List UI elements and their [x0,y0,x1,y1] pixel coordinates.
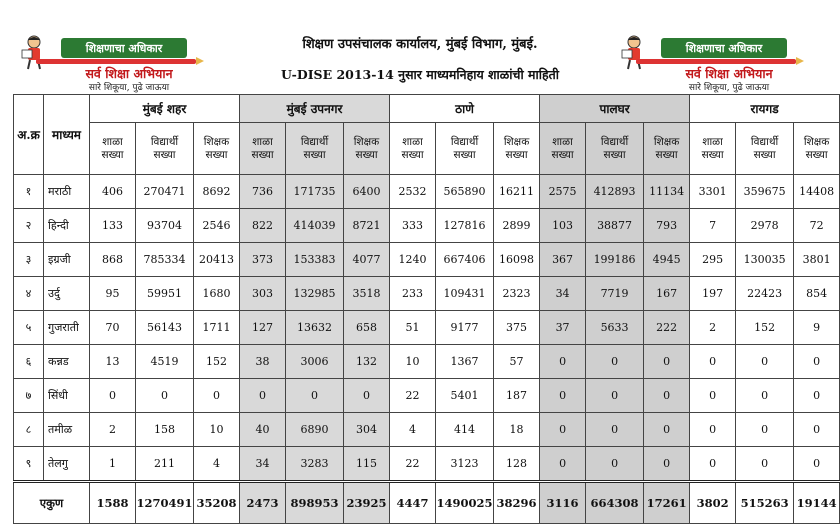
value-cell: 412893 [586,175,644,209]
value-cell: 2546 [194,209,240,243]
value-cell: 158 [136,413,194,447]
value-cell: 0 [644,379,690,413]
table-row [14,209,840,243]
value-cell: 103 [540,209,586,243]
value-cell: 0 [286,379,344,413]
value-cell: 13 [90,345,136,379]
district-header-thane: ठाणे [390,95,540,123]
total-value-cell: 1270491 [136,482,194,524]
subheader-student-count [586,123,644,175]
value-cell: 127816 [436,209,494,243]
value-cell: 0 [194,379,240,413]
value-cell: 10 [390,345,436,379]
serial-cell: ६ [14,345,44,379]
ssa-mission-text: सर्व शिक्षा अभियान [85,66,173,81]
reading-child-icon [620,34,648,70]
pencil-icon [36,59,196,64]
value-cell: 40 [240,413,286,447]
subheader-line: सख्या [701,148,724,161]
value-cell: 3123 [436,447,494,482]
subheader-student-count [736,123,794,175]
value-cell: 128 [494,447,540,482]
value-cell: 6400 [344,175,390,209]
district-header-mumbai-city: मुंबई शहर [90,95,240,123]
value-cell: 127 [240,311,286,345]
value-cell: 5401 [436,379,494,413]
value-cell: 18 [494,413,540,447]
total-value-cell: 38296 [494,482,540,524]
serial-cell: ८ [14,413,44,447]
value-cell: 270471 [136,175,194,209]
value-cell: 0 [794,413,840,447]
value-cell: 0 [644,447,690,482]
value-cell: 4945 [644,243,690,277]
medium-cell: गुजराती [44,311,90,345]
value-cell: 4519 [136,345,194,379]
subheader-line: सख्या [453,148,476,161]
rte-badge: शिक्षणाचा अधिकार [61,38,187,58]
value-cell: 0 [736,447,794,482]
value-cell: 6890 [286,413,344,447]
subheader-student-count [286,123,344,175]
value-cell: 153383 [286,243,344,277]
value-cell: 822 [240,209,286,243]
value-cell: 0 [540,447,586,482]
value-cell: 7719 [586,277,644,311]
value-cell: 199186 [586,243,644,277]
subheader-line: शाळा [252,135,273,148]
value-cell: 0 [794,345,840,379]
value-cell: 187 [494,379,540,413]
subheader-line: शिक्षक [653,135,680,148]
reading-child-icon [20,34,48,70]
value-cell: 57 [494,345,540,379]
value-cell: 0 [794,379,840,413]
subheader-line: शाळा [552,135,573,148]
value-cell: 0 [690,345,736,379]
medium-cell: इग्रजी [44,243,90,277]
value-cell: 0 [344,379,390,413]
value-cell: 93704 [136,209,194,243]
total-value-cell: 1588 [90,482,136,524]
value-cell: 130035 [736,243,794,277]
total-value-cell: 664308 [586,482,644,524]
serial-cell: ३ [14,243,44,277]
value-cell: 414039 [286,209,344,243]
medium-header: माध्यम [44,95,90,175]
value-cell: 736 [240,175,286,209]
value-cell: 0 [736,379,794,413]
value-cell: 3283 [286,447,344,482]
medium-cell: कन्नड [44,345,90,379]
value-cell: 304 [344,413,390,447]
total-value-cell: 898953 [286,482,344,524]
value-cell: 3006 [286,345,344,379]
value-cell: 72 [794,209,840,243]
value-cell: 9177 [436,311,494,345]
value-cell: 0 [794,447,840,482]
value-cell: 38877 [586,209,644,243]
subheader-teacher-count [494,123,540,175]
subheader-line: सख्या [153,148,176,161]
serial-cell: ५ [14,311,44,345]
serial-cell: ९ [14,447,44,482]
value-cell: 167 [644,277,690,311]
subheader-student-count [136,123,194,175]
value-cell: 51 [390,311,436,345]
value-cell: 7 [690,209,736,243]
table-row [14,379,840,413]
value-cell: 34 [240,447,286,482]
value-cell: 38 [240,345,286,379]
subheader-line: सख्या [251,148,274,161]
value-cell: 20413 [194,243,240,277]
value-cell: 367 [540,243,586,277]
subheader-teacher-count [194,123,240,175]
subheader-line: विद्यार्थी [150,135,179,148]
subheader-school-count [90,123,136,175]
value-cell: 0 [736,345,794,379]
value-cell: 3301 [690,175,736,209]
value-cell: 0 [586,447,644,482]
value-cell: 2978 [736,209,794,243]
value-cell: 2532 [390,175,436,209]
subheader-line: विद्यार्थी [450,135,479,148]
medium-cell: सिंधी [44,379,90,413]
subheader-student-count [436,123,494,175]
value-cell: 2323 [494,277,540,311]
value-cell: 0 [90,379,136,413]
value-cell: 9 [794,311,840,345]
value-cell: 793 [644,209,690,243]
value-cell: 0 [240,379,286,413]
medium-cell: उर्दु [44,277,90,311]
serial-cell: १ [14,175,44,209]
value-cell: 0 [690,379,736,413]
value-cell: 1367 [436,345,494,379]
serial-cell: ७ [14,379,44,413]
value-cell: 0 [690,413,736,447]
value-cell: 785334 [136,243,194,277]
value-cell: 1 [90,447,136,482]
office-title: शिक्षण उपसंचालक कार्यालय, मुंबई विभाग, मुंबई. [302,37,538,52]
table-row [14,311,840,345]
medium-cell: मराठी [44,175,90,209]
total-value-cell: 3802 [690,482,736,524]
value-cell: 0 [540,413,586,447]
value-cell: 59951 [136,277,194,311]
value-cell: 132 [344,345,390,379]
medium-cell: तमीळ [44,413,90,447]
subheader-school-count [540,123,586,175]
value-cell: 303 [240,277,286,311]
value-cell: 0 [540,379,586,413]
value-cell: 109431 [436,277,494,311]
subheader-line: विद्यार्थी [600,135,629,148]
subheader-line: शाळा [702,135,723,148]
subheader-line: सख्या [303,148,326,161]
ssa-logo-left [6,30,206,93]
subheader-line: सख्या [753,148,776,161]
value-cell: 22 [390,447,436,482]
subheader-line: सख्या [603,148,626,161]
value-cell: 1680 [194,277,240,311]
value-cell: 4 [390,413,436,447]
value-cell: 0 [586,379,644,413]
value-cell: 56143 [136,311,194,345]
value-cell: 0 [644,345,690,379]
value-cell: 565890 [436,175,494,209]
subheader-line: सख्या [805,148,828,161]
value-cell: 2575 [540,175,586,209]
total-value-cell: 515263 [736,482,794,524]
value-cell: 115 [344,447,390,482]
value-cell: 132985 [286,277,344,311]
table-row [14,413,840,447]
value-cell: 16211 [494,175,540,209]
value-cell: 133 [90,209,136,243]
table-row [14,447,840,482]
ssa-tagline-text: सारे शिकूया, पुढे जाऊया [88,83,170,93]
value-cell: 406 [90,175,136,209]
pencil-icon [636,59,796,64]
udise-medium-table [13,94,840,524]
district-header-raigad: रायगड [690,95,840,123]
subheader-line: सख्या [551,148,574,161]
subheader-line: सख्या [355,148,378,161]
value-cell: 854 [794,277,840,311]
serial-header: अ.क्र [14,95,44,175]
district-header-mumbai-suburban: मुंबई उपनगर [240,95,390,123]
total-value-cell: 3116 [540,482,586,524]
value-cell: 22423 [736,277,794,311]
subheader-line: शाळा [102,135,123,148]
table-row [14,345,840,379]
report-title: U-DISE 2013-14 नुसार माध्यमनिहाय शाळांची माहिती [280,67,560,82]
rte-badge: शिक्षणाचा अधिकार [661,38,787,58]
value-cell: 0 [136,379,194,413]
value-cell: 868 [90,243,136,277]
value-cell: 1711 [194,311,240,345]
total-value-cell: 17261 [644,482,690,524]
value-cell: 10 [194,413,240,447]
total-value-cell: 4447 [390,482,436,524]
value-cell: 0 [736,413,794,447]
value-cell: 34 [540,277,586,311]
medium-cell: तेलगु [44,447,90,482]
value-cell: 0 [586,413,644,447]
value-cell: 37 [540,311,586,345]
value-cell: 0 [690,447,736,482]
serial-cell: २ [14,209,44,243]
table-row [14,175,840,209]
subheader-line: शिक्षक [203,135,230,148]
value-cell: 8692 [194,175,240,209]
value-cell: 373 [240,243,286,277]
subheader-line: सख्या [101,148,124,161]
value-cell: 0 [644,413,690,447]
value-cell: 375 [494,311,540,345]
ssa-mission-text: सर्व शिक्षा अभियान [685,66,773,81]
value-cell: 14408 [794,175,840,209]
value-cell: 233 [390,277,436,311]
value-cell: 11134 [644,175,690,209]
value-cell: 4077 [344,243,390,277]
district-header-palghar: पालघर [540,95,690,123]
total-label: एकुण [14,482,90,524]
value-cell: 70 [90,311,136,345]
subheader-line: सख्या [401,148,424,161]
value-cell: 0 [586,345,644,379]
value-cell: 22 [390,379,436,413]
ssa-logo-right [606,30,806,93]
value-cell: 3518 [344,277,390,311]
subheader-school-count [240,123,286,175]
subheader-school-count [390,123,436,175]
value-cell: 667406 [436,243,494,277]
value-cell: 95 [90,277,136,311]
table-row [14,277,840,311]
value-cell: 333 [390,209,436,243]
subheader-teacher-count [794,123,840,175]
subheader-line: शिक्षक [353,135,380,148]
value-cell: 3801 [794,243,840,277]
value-cell: 295 [690,243,736,277]
value-cell: 152 [194,345,240,379]
subheader-line: शिक्षक [503,135,530,148]
value-cell: 13632 [286,311,344,345]
subheader-line: विद्यार्थी [750,135,779,148]
report-header [0,0,840,92]
subheader-line: सख्या [205,148,228,161]
value-cell: 359675 [736,175,794,209]
value-cell: 152 [736,311,794,345]
total-value-cell: 19144 [794,482,840,524]
total-value-cell: 2473 [240,482,286,524]
subheader-teacher-count [344,123,390,175]
total-value-cell: 35208 [194,482,240,524]
value-cell: 2 [690,311,736,345]
total-value-cell: 1490025 [436,482,494,524]
value-cell: 1240 [390,243,436,277]
value-cell: 5633 [586,311,644,345]
table-row [14,243,840,277]
value-cell: 16098 [494,243,540,277]
subheader-line: सख्या [505,148,528,161]
value-cell: 4 [194,447,240,482]
subheader-teacher-count [644,123,690,175]
value-cell: 2 [90,413,136,447]
value-cell: 0 [540,345,586,379]
value-cell: 2899 [494,209,540,243]
subheader-line: विद्यार्थी [300,135,329,148]
subheader-line: शाळा [402,135,423,148]
value-cell: 197 [690,277,736,311]
value-cell: 222 [644,311,690,345]
subheader-school-count [690,123,736,175]
value-cell: 8721 [344,209,390,243]
medium-cell: हिन्दी [44,209,90,243]
ssa-tagline-text: सारे शिकूया, पुढे जाऊया [688,83,770,93]
subheader-line: शिक्षक [803,135,830,148]
value-cell: 414 [436,413,494,447]
total-value-cell: 23925 [344,482,390,524]
serial-cell: ४ [14,277,44,311]
value-cell: 211 [136,447,194,482]
subheader-line: सख्या [655,148,678,161]
value-cell: 658 [344,311,390,345]
value-cell: 171735 [286,175,344,209]
